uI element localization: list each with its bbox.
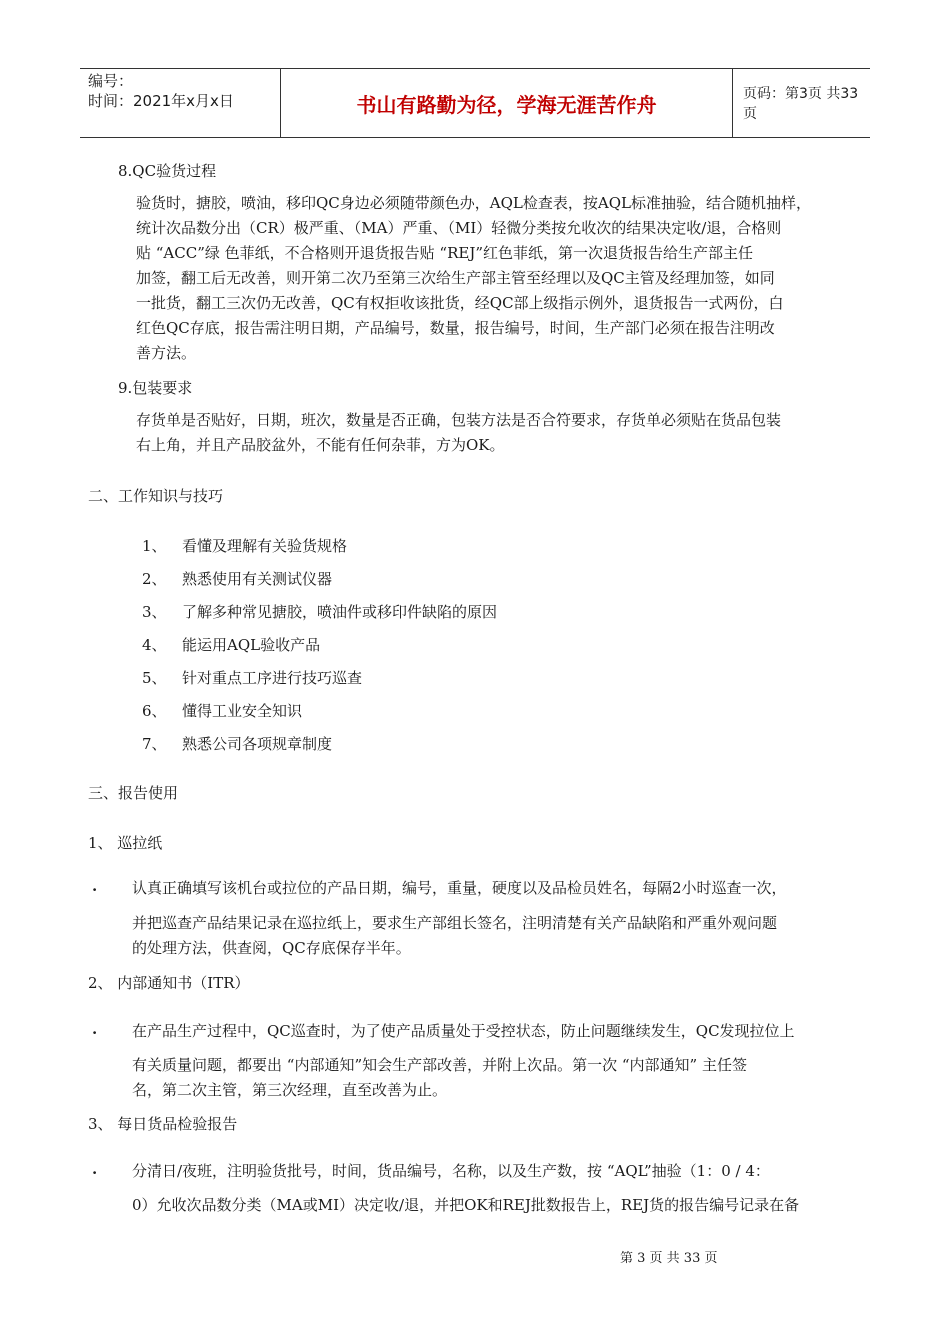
list-item-number: 5、	[142, 669, 167, 687]
text-line: 在产品生产过程中，QC巡查时，为了使产品质量处于受控状态，防止问题继续发生，QC发现拉位上	[132, 1022, 795, 1040]
report-1-title: 1、 巡拉纸	[88, 834, 163, 852]
part-3-heading: 三、报告使用	[88, 784, 179, 802]
header-meta	[80, 69, 280, 137]
list-item-number: 4、	[142, 636, 167, 654]
report-2-body	[132, 1053, 747, 1103]
list-item: 熟悉公司各项规章制度	[182, 735, 333, 753]
list-item-number: 1、	[142, 537, 167, 555]
list-item: 看懂及理解有关验货规格	[182, 537, 348, 555]
part-2-heading: 二、工作知识与技巧	[88, 487, 224, 505]
list-item: 针对重点工序进行技巧巡查	[182, 669, 363, 687]
text-line: 红色QC存底，报告需注明日期，产品编号，数量，报告编号，时间，生产部门必须在报告注明改	[136, 319, 775, 337]
section-8-title: 8.QC验货过程	[118, 162, 217, 180]
text-line: 存货单是否贴好，日期，班次，数量是否正确，包装方法是否合符要求，存货单必须贴在货品包装	[136, 411, 782, 429]
section-9-title: 9.包装要求	[118, 379, 193, 397]
text-line: 右上角，并且产品胶盆外，不能有任何杂菲，方为OK。	[136, 436, 505, 454]
text-line: 并把巡查产品结果记录在巡拉纸上，要求生产部组长签名，注明清楚有关产品缺陷和严重外观问题	[132, 914, 778, 932]
text-line: 统计次品数分出（CR）极严重、（MA）严重、（MI）轻微分类按允收次的结果决定收/退，合格则	[136, 219, 782, 237]
page-footer: 第 3 页 共 33 页	[620, 1251, 718, 1266]
list-item-number: 7、	[142, 735, 167, 753]
list-item: 懂得工业安全知识	[182, 702, 303, 720]
text-line: 验货时，搪胶，喷油，移印QC身边必须随带颜色办，AQL检查表，按AQL标准抽验，结合随机抽样，	[136, 194, 811, 212]
text-line: 有关质量问题，都要出 “内部通知”知会生产部改善，并附上次品。第一次 “内部通知” 主任签	[132, 1056, 747, 1074]
report-1-body	[132, 911, 777, 961]
list-item: 能运用AQL验收产品	[182, 636, 321, 654]
section-9-body	[136, 408, 781, 458]
list-item-number: 2、	[142, 570, 167, 588]
text-line: 名，第二次主管，第三次经理，直至改善为止。	[132, 1081, 448, 1099]
bullet-dot: .	[92, 877, 98, 895]
text-line: 一批货，翻工三次仍无改善，QC有权拒收该批货，经QC部上级指示例外，退货报告一式两份，白	[136, 294, 784, 312]
text-line: 贴 “ACC”绿 色菲纸，不合格则开退货报告贴 “REJ”红色菲纸，第一次退货报告给生产部主任	[136, 244, 754, 262]
document-date-label: 时间：2021年x月x日	[88, 92, 234, 110]
text-line: 认真正确填写该机台或拉位的产品日期，编号，重量，硬度以及品检员姓名，每隔2小时巡查一次，	[132, 879, 787, 897]
document-number-label: 编号：	[88, 72, 134, 90]
report-3-title: 3、 每日货品检验报告	[88, 1115, 238, 1133]
text-line: 善方法。	[136, 344, 197, 362]
page-header	[80, 68, 870, 138]
section-8-body	[136, 191, 811, 366]
text-line: 加签，翻工后无改善，则开第二次乃至第三次给生产部主管至经理以及QC主管及经理加签，如同	[136, 269, 775, 287]
list-item: 了解多种常见搪胶，喷油件或移印件缺陷的原因	[182, 603, 498, 621]
list-item-number: 3、	[142, 603, 167, 621]
report-2-title: 2、 内部通知书（ITR）	[88, 974, 250, 992]
text-line: 分清日/夜班，注明验货批号，时间，货品编号，名称，以及生产数，按 “AQL”抽验（1：0 / 4：	[132, 1162, 770, 1180]
text-line: 0）允收次品数分类（MA或MI）决定收/退，并把OK和REJ批数报告上，REJ货的报告编号记录在备	[132, 1196, 800, 1214]
bullet-dot: .	[92, 1160, 98, 1178]
list-item: 熟悉使用有关测试仪器	[182, 570, 333, 588]
header-page-number: 页码：第3页 共33页	[743, 86, 859, 122]
bullet-dot: .	[92, 1020, 98, 1038]
header-motto: 书山有路勤为径，学海无涯苦作舟	[280, 69, 733, 137]
list-item-number: 6、	[142, 702, 167, 720]
text-line: 的处理方法，供查阅，QC存底保存半年。	[132, 939, 411, 957]
